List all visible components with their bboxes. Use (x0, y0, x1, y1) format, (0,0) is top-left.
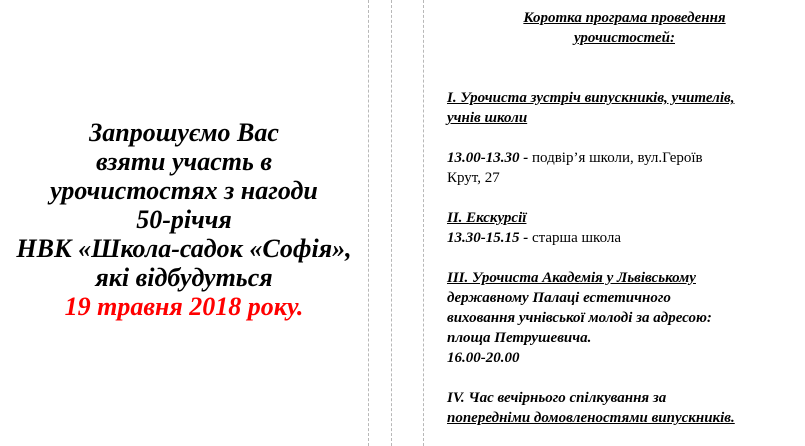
item1-heading: учнів школи (447, 110, 528, 126)
page-divider-left (368, 0, 369, 446)
invitation-line: НВК «Школа-садок «Софія», (16, 234, 352, 263)
invitation-block (0, 118, 368, 321)
item2-time: 13.30-15.15 (447, 230, 520, 246)
program-block (447, 8, 802, 428)
invitation-line: 50-річчя (136, 205, 232, 234)
item1-place-cont: Крут, 27 (447, 170, 500, 186)
item1-place: подвір’я школи, вул.Героїв (532, 150, 703, 166)
program-title: урочистостей: (573, 30, 676, 46)
item3-heading: площа Петрушевича. (447, 330, 592, 346)
item4-heading: попередніми домовленостями випускників. (447, 410, 735, 426)
invitation-line: які відбудуться (95, 263, 273, 292)
invitation-date: 19 травня 2018 року. (64, 292, 304, 321)
item4-heading: IV. Час вечірнього спілкування за (447, 390, 667, 406)
item2-heading: II. Екскурсії (447, 210, 527, 226)
invitation-line: урочистостях з нагоди (50, 176, 318, 205)
item1-separator: - (519, 150, 532, 166)
page-divider-right (423, 0, 424, 446)
page-divider-middle (391, 0, 392, 446)
invitation-line: взяти участь в (96, 147, 272, 176)
item2-details (447, 228, 802, 248)
item1-details (447, 148, 802, 168)
item3-time: 16.00-20.00 (447, 350, 520, 366)
item1-time: 13.00-13.30 (447, 150, 520, 166)
item3-heading: виховання учнівської молоді за адресою: (447, 310, 712, 326)
item2-place: старша школа (532, 230, 622, 246)
program-title: Коротка програма проведення (523, 10, 726, 26)
item3-heading: III. Урочиста Академія у Львівському (447, 270, 696, 286)
item3-heading: державному Палаці естетичного (447, 290, 671, 306)
item1-heading: I. Урочиста зустріч випускників, учителів, (447, 90, 735, 106)
invitation-line: Запрошуємо Вас (89, 118, 279, 147)
item2-separator: - (519, 230, 532, 246)
